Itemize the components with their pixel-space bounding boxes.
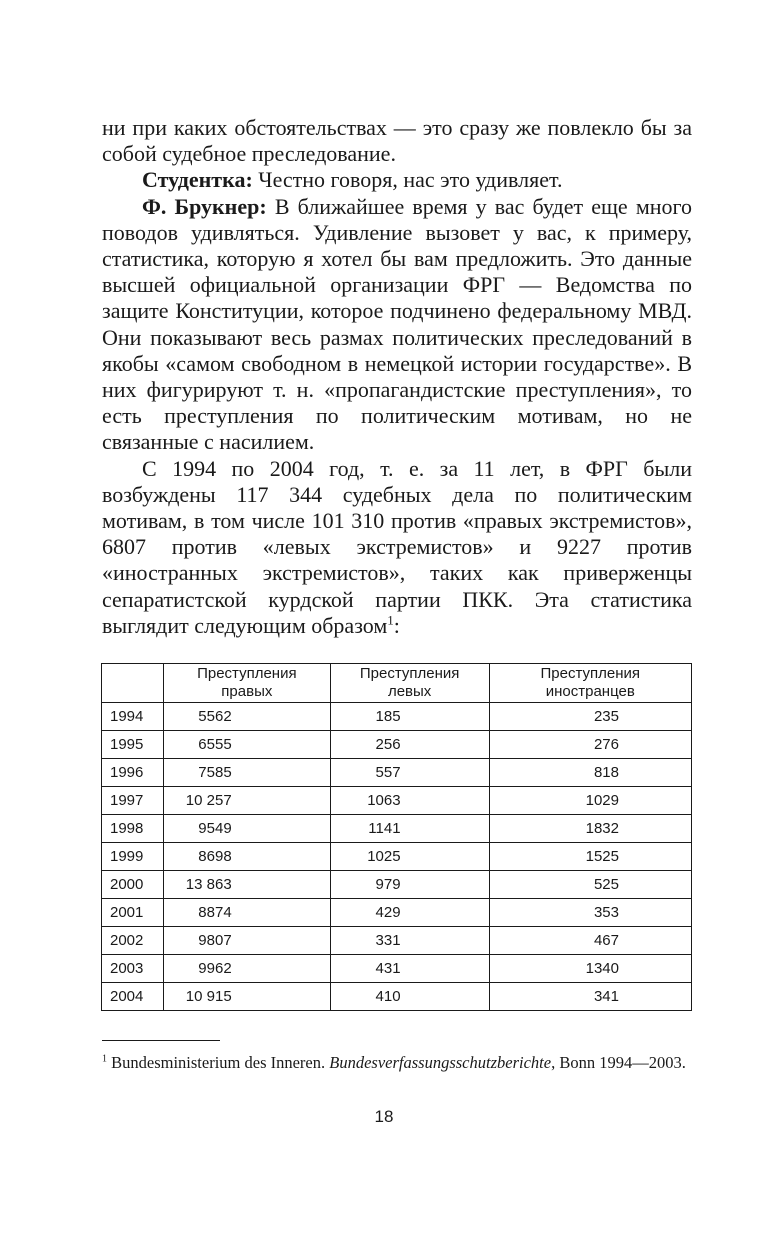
table-cell-right: 8874 xyxy=(164,899,331,927)
table-cell-foreign: 467 xyxy=(489,927,691,955)
table-cell-right: 5562 xyxy=(164,703,331,731)
table-cell-left: 331 xyxy=(330,927,489,955)
paragraph-2 xyxy=(102,167,692,193)
table-cell-foreign: 235 xyxy=(489,703,691,731)
table-header-foreign: Преступления иностранцев xyxy=(489,664,691,703)
table-row xyxy=(102,787,692,815)
table-cell-year: 1998 xyxy=(102,815,164,843)
footnote xyxy=(102,1051,692,1075)
table-cell-left: 979 xyxy=(330,871,489,899)
table-cell-left: 410 xyxy=(330,983,489,1011)
table-cell-year: 2003 xyxy=(102,955,164,983)
footnote-ref[interactable]: 1 xyxy=(387,612,394,628)
table-cell-year: 1995 xyxy=(102,731,164,759)
table-cell-right: 13 863 xyxy=(164,871,331,899)
table-cell-left: 1141 xyxy=(330,815,489,843)
table-cell-year: 2002 xyxy=(102,927,164,955)
paragraph-1: ни при каких обстоятельствах — это сразу же повлекло бы за собой судебное преследование. xyxy=(102,115,692,167)
speaker-student: Студентка: xyxy=(142,167,253,193)
table-row xyxy=(102,983,692,1011)
table-header-corner xyxy=(102,664,164,703)
speaker-brukner: Ф. Брукнер: xyxy=(142,193,267,219)
table-cell-right: 9962 xyxy=(164,955,331,983)
table-cell-right: 7585 xyxy=(164,759,331,787)
table-row xyxy=(102,871,692,899)
table-row xyxy=(102,703,692,731)
footnote-marker: 1 xyxy=(102,1053,107,1065)
table-cell-left: 557 xyxy=(330,759,489,787)
table-row xyxy=(102,899,692,927)
table-cell-foreign: 1029 xyxy=(489,787,691,815)
table-cell-right: 10 257 xyxy=(164,787,331,815)
paragraph-4-text: С 1994 по 2004 год, т. е. за 11 лет, в ФРГ были возбуждены 117 344 судебных дела по политическим мотивам, в том числе 101 310 против «правых экстремистов», 6807 против «левых экстремистов» и 9227 против «иностранных экстремистов», таких как приверженцы сепаратистской курдской партии ПКК. Эта статистика выглядит следующим образом xyxy=(102,455,692,638)
table-row xyxy=(102,815,692,843)
table-cell-right: 8698 xyxy=(164,843,331,871)
table-cell-right: 9807 xyxy=(164,927,331,955)
table-cell-foreign: 1525 xyxy=(489,843,691,871)
table-cell-year: 2000 xyxy=(102,871,164,899)
crime-statistics-table xyxy=(101,663,692,1011)
table-cell-left: 1063 xyxy=(330,787,489,815)
table-cell-foreign: 353 xyxy=(489,899,691,927)
table-cell-foreign: 818 xyxy=(489,759,691,787)
footnote-title: Bundesverfassungsschutzberichte xyxy=(329,1053,552,1072)
table-cell-foreign: 276 xyxy=(489,731,691,759)
table-header-row xyxy=(102,664,692,703)
paragraph-3-text: В ближайшее время у вас будет еще много поводов удивляться. Удивление вызовет у вас, к примеру, статистика, которую я хотел бы вам предложить. Это данные высшей официальной организации ФРГ — Ведомства по защите Конституции, которое подчинено федеральному МВД. Они показывают весь размах политических преследований в якобы «самом свободном в немецкой истории государстве». В них фигурируют т. н. «пропагандистские преступления», то есть преступления по политическим мотивам, но не связанные с насилием. xyxy=(102,193,692,455)
table-header-left: Преступления левых xyxy=(330,664,489,703)
table-cell-year: 1996 xyxy=(102,759,164,787)
table-cell-year: 2001 xyxy=(102,899,164,927)
table-cell-year: 2004 xyxy=(102,983,164,1011)
table-cell-foreign: 341 xyxy=(489,983,691,1011)
table-row xyxy=(102,955,692,983)
page-number: 18 xyxy=(374,1107,394,1126)
table-cell-foreign: 525 xyxy=(489,871,691,899)
table-row xyxy=(102,759,692,787)
table-cell-right: 9549 xyxy=(164,815,331,843)
footnote-rest: , Bonn 1994—2003. xyxy=(551,1053,686,1072)
paragraph-4 xyxy=(102,456,692,639)
footnote-author: Bundesministerium des Inneren. xyxy=(107,1053,330,1072)
table-row xyxy=(102,927,692,955)
table-cell-year: 1997 xyxy=(102,787,164,815)
paragraph-4-end: : xyxy=(393,612,400,638)
paragraph-2-text: Честно говоря, нас это удивляет. xyxy=(252,167,563,193)
table-row xyxy=(102,731,692,759)
table-cell-left: 431 xyxy=(330,955,489,983)
table-cell-right: 10 915 xyxy=(164,983,331,1011)
table-row xyxy=(102,843,692,871)
table-cell-year: 1999 xyxy=(102,843,164,871)
table-cell-left: 256 xyxy=(330,731,489,759)
paragraph-3 xyxy=(102,194,692,456)
table-cell-left: 429 xyxy=(330,899,489,927)
table-body xyxy=(102,703,692,1011)
table-cell-right: 6555 xyxy=(164,731,331,759)
table-cell-left: 185 xyxy=(330,703,489,731)
table-cell-foreign: 1340 xyxy=(489,955,691,983)
table-cell-left: 1025 xyxy=(330,843,489,871)
footnote-divider xyxy=(102,1040,220,1041)
table-cell-foreign: 1832 xyxy=(489,815,691,843)
body-text xyxy=(102,115,692,639)
table-header-right: Преступления правых xyxy=(164,664,331,703)
table-cell-year: 1994 xyxy=(102,703,164,731)
